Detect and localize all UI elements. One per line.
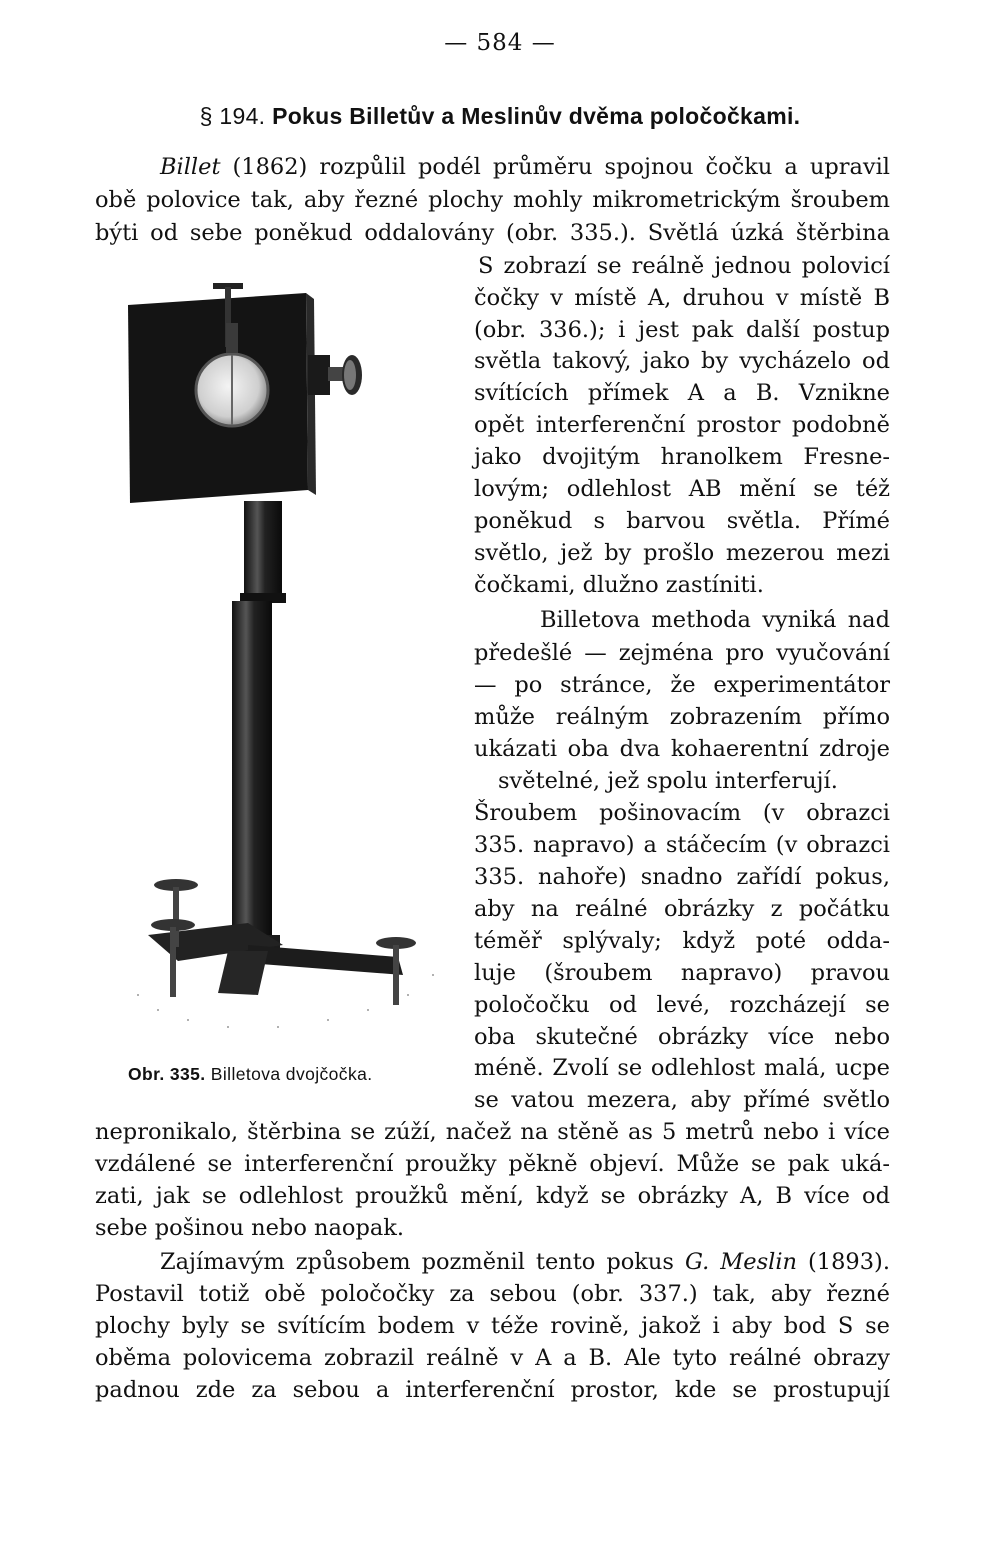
text-line: světlo, jež by prošlo mezerou mezi [474,540,890,566]
text-line: téměř splývaly; když poté odda- [474,928,890,954]
text-line: vzdálené se interferenční proužky pěkně objeví. Může se pak uká- [95,1151,890,1177]
text-line: opět interferenční prostor podobně [474,412,890,438]
text-line: Šroubem pošinovacím (v obrazci [474,800,890,826]
text-line: světelné, jež spolu interferují. [498,768,838,794]
text-line: 335. nahoře) snadno zařídí pokus, [474,864,890,890]
billet-split-lens-figure [118,275,438,1060]
text-line: jako dvojitým hranolkem Fresne- [474,444,890,470]
text-line: plochy byly se svítícím bodem v téže rovině, jakož i aby bod S se [95,1313,890,1339]
text-line: poněkud s barvou světla. Přímé [474,508,890,534]
text-line: svítících přímek A a B. Vznikne [474,380,890,406]
text-line: poločočku od levé, rozcházejí se [474,992,890,1018]
text-line: předešlé — zejména pro vyučování [474,640,890,666]
name-billet: Billet [160,154,221,180]
section-title: Pokus Billetův a Meslinův dvěma poločočkami. [272,103,801,129]
text-line: 335. napravo) a stáčecím (v obrazci [474,832,890,858]
text-line: čočky v místě A, druhou v místě B [474,285,890,311]
text-line: (obr. 336.); i jest pak další postup [474,317,890,343]
page-number: — 584 — [444,30,556,56]
figure-caption [128,1064,448,1085]
text-line: zati, jak se odlehlost proužků mění, když se obrázky A, B více od [95,1183,890,1209]
text-line: lovým; odlehlost AB mění se též [474,476,890,502]
text-line: býti od sebe poněkud oddalovány (obr. 335.). Světlá úzká štěrbina [95,220,890,246]
text-line: oběma polovicema zobrazil reálně v A a B. Ale tyto reálné obrazy [95,1345,890,1371]
figure-caption-text: Billetova dvojčočka. [210,1064,373,1084]
text-line: může reálným zobrazením přímo [474,704,890,730]
text-line: padnou zde za sebou a interferenční prostor, kde se prostupují [95,1377,890,1403]
text-line: — po stránce, že experimentátor [474,672,890,698]
text-line: Postavil totiž obě poločočky za sebou (obr. 337.) tak, aby řezné [95,1281,890,1307]
text-line: aby na reálné obrázky z počátku [474,896,890,922]
text-line: Billet (1862) rozpůlil podél průměru spojnou čočku a upravil [160,154,890,180]
name-meslin: G. Meslin [684,1249,798,1275]
text-line: S zobrazí se reálně jednou polovicí [478,253,890,279]
text-line: ukázati oba dva kohaerentní zdroje [474,736,890,762]
text-line: oba skutečné obrázky více nebo [474,1024,890,1050]
text-line: se vatou mezera, aby přímé světlo [474,1087,890,1113]
text-line: sebe pošinou nebo naopak. [95,1215,405,1241]
text-line: méně. Zvolí se odlehlost malá, ucpe [474,1055,890,1081]
figure-label: Obr. 335. [128,1064,206,1084]
text-line: Billetova methoda vyniká nad [540,607,890,633]
section-heading [0,103,1000,130]
text-line: Zajímavým způsobem pozměnil tento pokus G. Meslin (1893). [160,1249,890,1275]
text-line: luje (šroubem napravo) pravou [474,960,890,986]
text-line: čočkami, dlužno zastíniti. [474,572,764,598]
section-mark: § 194. [199,103,266,129]
text-line: světla takový, jako by vycházelo od [474,348,890,374]
text-line: obě polovice tak, aby řezné plochy mohly mikrometrickým šroubem [95,187,890,213]
text-line: nepronikalo, štěrbina se zúží, načež na stěně as 5 metrů nebo i více [95,1119,890,1145]
apparatus-illustration [118,275,438,1060]
